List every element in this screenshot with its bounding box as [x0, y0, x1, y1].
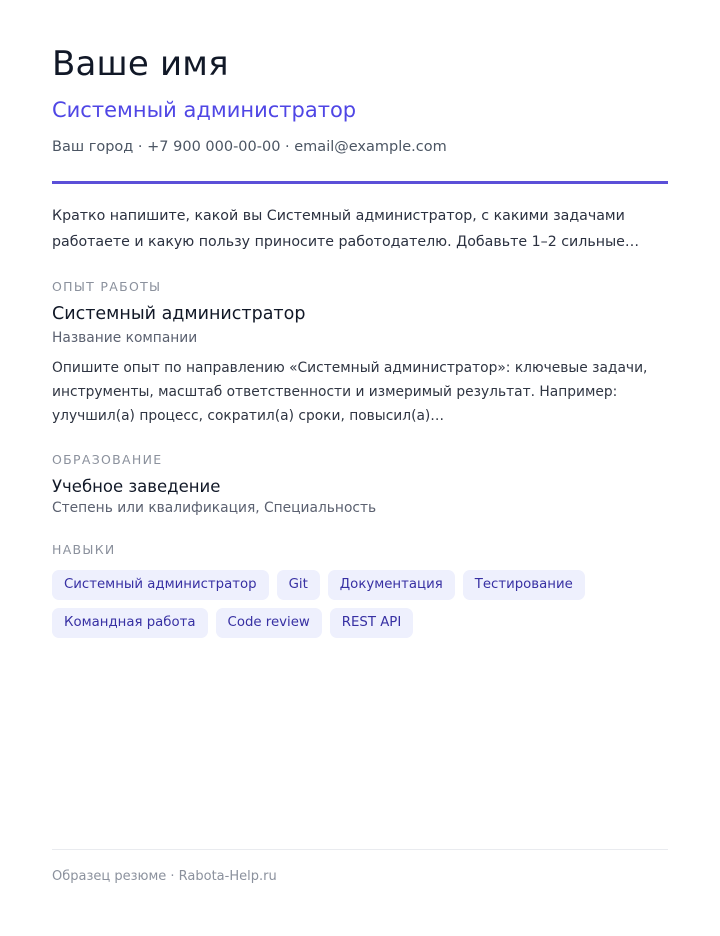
skills-row	[52, 608, 668, 638]
education-school: Учебное заведение	[52, 477, 221, 496]
header-divider	[52, 181, 668, 184]
contact-line: Ваш город · +7 900 000-00-00 · email@example.com	[52, 139, 447, 155]
job-title: Системный администратор	[52, 304, 306, 324]
skill-chip: REST API	[330, 608, 413, 638]
skills-list	[52, 570, 668, 646]
skill-chip: Системный администратор	[52, 570, 269, 600]
education-degree: Степень или квалификация, Специальность	[52, 500, 377, 516]
skill-chip: Git	[277, 570, 320, 600]
summary-text: Кратко напишите, какой вы Системный администратор, с какими задачами работаете и какую пользу приносите работодателю. Добавьте 1–2 сильные…	[52, 208, 640, 250]
footer-text: Образец резюме · Rabota-Help.ru	[52, 869, 277, 884]
skill-chip: Тестирование	[463, 570, 585, 600]
skill-chip: Code review	[216, 608, 322, 638]
footer-divider	[52, 849, 668, 850]
education-heading: ОБРАЗОВАНИЕ	[52, 452, 163, 467]
skill-chip: Командная работа	[52, 608, 208, 638]
desired-position: Системный администратор	[52, 98, 357, 122]
company-name: Название компании	[52, 330, 198, 346]
experience-heading: ОПЫТ РАБОТЫ	[52, 279, 162, 294]
job-description: Опишите опыт по направлению «Системный администратор»: ключевые задачи, инструменты, масштаб ответственности и измеримый результат. Например: улучшил(а) процесс, сократил(а) сроки, повысил(а)…	[52, 360, 648, 424]
skill-chip: Документация	[328, 570, 455, 600]
skills-heading: НАВЫКИ	[52, 542, 116, 557]
skills-row	[52, 570, 668, 600]
candidate-name: Ваше имя	[52, 44, 229, 84]
